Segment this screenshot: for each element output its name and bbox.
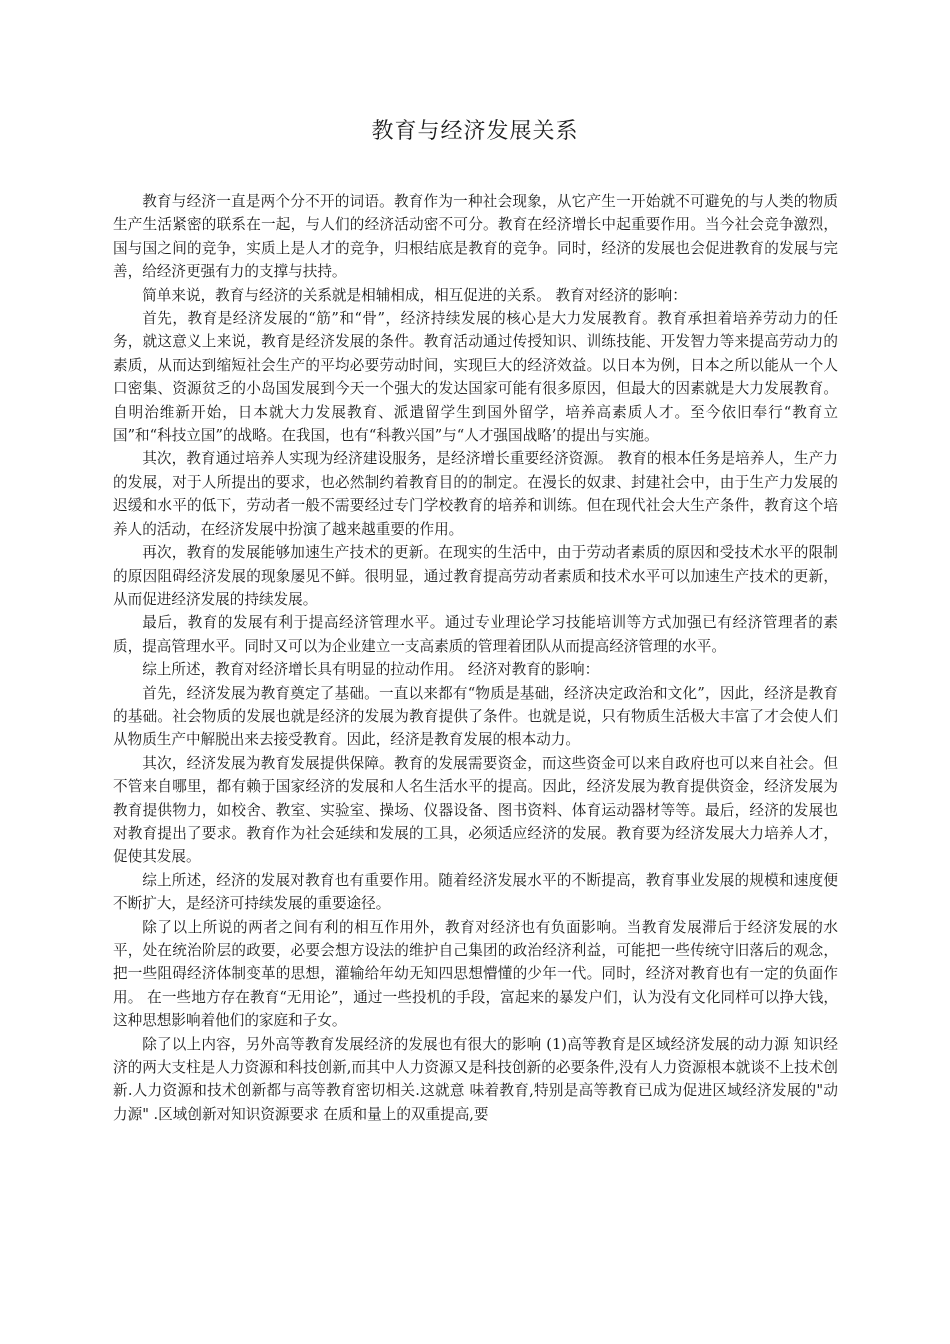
paragraph: 除了以上内容，另外高等教育发展经济的发展也有很大的影响 (1)高等教育是区域经济发展的动力源 知识经济的两大支柱是人力资源和科技创新,而其中人力资源又是科技创新的必要条件,没有人力资源根本就谈不上技术创新.人力资源和技术创新都与高等教育密切相关.这就意 味着教育,特别是高等教育已成为促进区域经济发展的"动力源" .区域创新对知识资源要求 在质和量上的双重提高,要 [113, 1035, 838, 1123]
paragraph: 最后，教育的发展有利于提高经济管理水平。通过专业理论学习技能培训等方式加强已有经济管理者的素质，提高管理水平。同时又可以为企业建立一支高素质的管理着团队从而提高经济管理的水平。 [113, 614, 838, 655]
paragraph: 其次，教育通过培养人实现为经济建设服务，是经济增长重要经济资源。 教育的根本任务是培养人，生产力的发展，对于人所提出的要求，也必然制约着教育目的的制定。在漫长的奴隶、封建社会中，由于生产力发展的迟缓和水平的低下，劳动者一般不需要经过专门学校教育的培养和训练。但在现代社会大生产条件，教育这个培养人的活动，在经济发展中扮演了越来越重要的作用。 [113, 450, 838, 538]
paragraph: 教育与经济一直是两个分不开的词语。教育作为一种社会现象，从它产生一开始就不可避免的与人类的物质生产生活紧密的联系在一起，与人们的经济活动密不可分。教育在经济增长中起重要作用。当今社会竞争激烈，国与国之间的竞争，实质上是人才的竞争，归根结底是教育的竞争。同时，经济的发展也会促进教育的发展与完善，给经济更强有力的支撑与扶持。 [113, 193, 838, 281]
paragraph: 再次，教育的发展能够加速生产技术的更新。在现实的生活中，由于劳动者素质的原因和受技术水平的限制的原因阻碍经济发展的现象屡见不鲜。很明显，通过教育提高劳动者素质和技术水平可以加速生产技术的更新，从而促进经济发展的持续发展。 [113, 544, 838, 608]
paragraph: 首先，教育是经济发展的“筋”和“骨”，经济持续发展的核心是大力发展教育。教育承担着培养劳动力的任务，就这意义上来说，教育是经济发展的条件。教育活动通过传授知识、训练技能、开发智力等来提高劳动力的素质，从而达到缩短社会生产的平均必要劳动时间，实现巨大的经济效益。以日本为例，日本之所以能从一个人口密集、资源贫乏的小岛国发展到今天一个强大的发达国家可能有很多原因，但最大的因素就是大力发展教育。自明治维新开始，日本就大力发展教育、派遣留学生到国外留学，培养高素质人才。至今依旧奉行“教育立国”和“科技立国”的战略。在我国，也有“科教兴国”与“人才强国战略’的提出与实施。 [113, 310, 838, 445]
paragraph: 除了以上所说的两者之间有利的相互作用外，教育对经济也有负面影响。当教育发展滞后于经济发展的水平，处在统治阶层的政要，必要会想方设法的维护自己集团的政治经济利益，可能把一些传统守旧落后的观念，把一些阻碍经济体制变革的思想，灌输给年幼无知四思想懵懂的少年一代。同时，经济对教育也有一定的负面作用。 在一些地方存在教育“无用论”，通过一些投机的手段，富起来的暴发户们，认为没有文化同样可以挣大钱，这种思想影响着他们的家庭和子女。 [113, 918, 838, 1030]
paragraph: 综上所述，经济的发展对教育也有重要作用。随着经济发展水平的不断提高，教育事业发展的规模和速度便不断扩大，是经济可持续发展的重要途径。 [113, 871, 838, 913]
paragraph: 综上所述，教育对经济增长具有明显的拉动作用。 经济对教育的影响： [142, 661, 600, 679]
paragraph: 其次，经济发展为教育发展提供保障。教育的发展需要资金，而这些资金可以来自政府也可以来自社会。但不管来自哪里，都有赖于国家经济的发展和人名生活水平的提高。因此，经济发展为教育提供资金，经济发展为教育提供物力，如校舍、教室、实验室、操场、仪器设备、图书资料、体育运动器材等等。最后，经济的发展也对教育提出了要求。教育作为社会延续和发展的工具，必须适应经济的发展。教育要为经济发展大力培养人才，促使其发展。 [113, 754, 838, 866]
paragraph: 首先，经济发展为教育奠定了基础。一直以来都有“物质是基础，经济决定政治和文化”，因此，经济是教育的基础。社会物质的发展也就是经济的发展为教育提供了条件。也就是说，只有物质生活极大丰富了才会使人们从物质生产中解脱出来去接受教育。因此，经济是教育发展的根本动力。 [113, 684, 838, 749]
paragraph: 简单来说，教育与经济的关系就是相辅相成，相互促进的关系。 教育对经济的影响： [142, 286, 687, 304]
document-title: 教育与经济发展关系 [371, 119, 579, 144]
document-body [113, 190, 838, 1126]
